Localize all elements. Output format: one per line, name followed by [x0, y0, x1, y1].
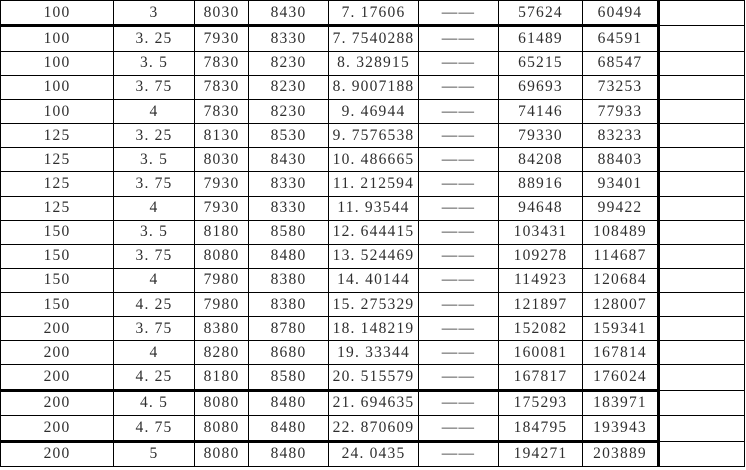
table-cell[interactable]: 15. 275329 [329, 293, 419, 317]
table-cell[interactable]: 114923 [499, 268, 583, 292]
table-cell[interactable]: 11. 93544 [329, 196, 419, 220]
table-cell[interactable]: 84208 [499, 148, 583, 172]
table-cell[interactable]: 4 [114, 100, 195, 124]
table-row [1, 1, 745, 26]
table-row [1, 172, 745, 196]
table-cell[interactable]: 175293 [499, 390, 583, 415]
table-cell[interactable]: 7930 [195, 26, 249, 51]
table-cell[interactable]: 4. 5 [114, 390, 195, 415]
table-cell[interactable]: 13. 524469 [329, 244, 419, 268]
table-cell[interactable]: 100 [1, 26, 114, 51]
table-cell[interactable]: 3. 5 [114, 220, 195, 244]
table-cell[interactable]: 69693 [499, 75, 583, 99]
table-row [1, 51, 745, 75]
table-cell[interactable]: 100 [1, 1, 114, 26]
table-cell[interactable]: 8780 [249, 317, 329, 341]
table-cell[interactable]: 11. 212594 [329, 172, 419, 196]
table-cell[interactable]: 3. 75 [114, 172, 195, 196]
table-cell[interactable]: 167814 [583, 341, 659, 365]
table-cell-empty[interactable] [659, 244, 745, 268]
table-cell-empty[interactable] [659, 317, 745, 341]
table-cell-empty[interactable] [659, 390, 745, 415]
table-cell[interactable]: 200 [1, 390, 114, 415]
table-cell-empty[interactable] [659, 441, 745, 466]
table-cell[interactable]: 114687 [583, 244, 659, 268]
table-cell[interactable]: 94648 [499, 196, 583, 220]
table-cell-empty[interactable] [659, 26, 745, 51]
table-cell[interactable]: 8430 [249, 148, 329, 172]
table-cell[interactable]: 14. 40144 [329, 268, 419, 292]
table-row [1, 416, 745, 441]
table-cell[interactable]: —— [419, 148, 499, 172]
table-cell[interactable]: 3. 75 [114, 244, 195, 268]
table-cell[interactable]: 160081 [499, 341, 583, 365]
table-cell[interactable]: 125 [1, 172, 114, 196]
table-cell-empty[interactable] [659, 196, 745, 220]
table-cell-empty[interactable] [659, 220, 745, 244]
table-cell[interactable]: 200 [1, 416, 114, 441]
table-cell[interactable]: 194271 [499, 441, 583, 466]
table-cell[interactable]: —— [419, 124, 499, 148]
table-cell-empty[interactable] [659, 124, 745, 148]
table-cell[interactable]: 22. 870609 [329, 416, 419, 441]
table-row [1, 365, 745, 390]
table-row [1, 268, 745, 292]
table-row [1, 317, 745, 341]
table-cell[interactable]: 61489 [499, 26, 583, 51]
table-cell[interactable]: —— [419, 341, 499, 365]
table-cell[interactable]: 9. 46944 [329, 100, 419, 124]
table-cell[interactable]: 68547 [583, 51, 659, 75]
table-cell[interactable]: —— [419, 441, 499, 466]
table-cell[interactable]: 100 [1, 75, 114, 99]
table-cell[interactable]: 8480 [249, 390, 329, 415]
table-cell[interactable]: 200 [1, 365, 114, 390]
table-cell[interactable]: 8080 [195, 244, 249, 268]
table-cell[interactable]: 8. 9007188 [329, 75, 419, 99]
table-cell[interactable]: 150 [1, 244, 114, 268]
table-row [1, 124, 745, 148]
table-cell-empty[interactable] [659, 1, 745, 26]
table-cell-empty[interactable] [659, 75, 745, 99]
table-row [1, 220, 745, 244]
table-cell[interactable]: —— [419, 268, 499, 292]
table-cell[interactable]: 88916 [499, 172, 583, 196]
table-cell[interactable]: —— [419, 26, 499, 51]
table-cell[interactable]: 83233 [583, 124, 659, 148]
table-cell[interactable]: 12. 644415 [329, 220, 419, 244]
table-cell[interactable]: 121897 [499, 293, 583, 317]
table-cell[interactable]: 60494 [583, 1, 659, 26]
table-cell[interactable]: 8580 [249, 365, 329, 390]
table-cell[interactable]: 7930 [195, 172, 249, 196]
table-row [1, 390, 745, 415]
table-cell[interactable]: —— [419, 416, 499, 441]
table-cell[interactable]: 103431 [499, 220, 583, 244]
table-cell[interactable]: 150 [1, 220, 114, 244]
table-cell[interactable]: 64591 [583, 26, 659, 51]
table-cell[interactable]: 8080 [195, 390, 249, 415]
table-cell[interactable]: 3 [114, 1, 195, 26]
table-cell[interactable]: 93401 [583, 172, 659, 196]
table-cell[interactable]: 20. 515579 [329, 365, 419, 390]
table-cell[interactable]: 120684 [583, 268, 659, 292]
table-cell[interactable]: 8280 [195, 341, 249, 365]
table-cell[interactable]: 8130 [195, 124, 249, 148]
table-cell[interactable]: 8380 [249, 268, 329, 292]
table-cell[interactable]: 8530 [249, 124, 329, 148]
table-cell[interactable]: 176024 [583, 365, 659, 390]
table-cell[interactable]: 57624 [499, 1, 583, 26]
table-cell[interactable]: 8580 [249, 220, 329, 244]
table-cell[interactable]: 159341 [583, 317, 659, 341]
table-cell[interactable]: —— [419, 172, 499, 196]
table-cell[interactable]: 8330 [249, 26, 329, 51]
table-cell[interactable]: 8330 [249, 172, 329, 196]
table-row [1, 26, 745, 51]
table-cell[interactable]: —— [419, 365, 499, 390]
table-cell[interactable]: 7. 7540288 [329, 26, 419, 51]
table-cell[interactable]: 7830 [195, 75, 249, 99]
table-row [1, 244, 745, 268]
data-table-body [1, 1, 745, 467]
table-cell[interactable]: 3. 25 [114, 124, 195, 148]
table-cell[interactable]: 4. 75 [114, 416, 195, 441]
table-cell[interactable]: 193943 [583, 416, 659, 441]
table-cell-empty[interactable] [659, 268, 745, 292]
table-cell[interactable]: —— [419, 100, 499, 124]
table-cell[interactable]: 3. 75 [114, 317, 195, 341]
table-cell[interactable]: 8230 [249, 100, 329, 124]
table-cell[interactable]: 65215 [499, 51, 583, 75]
table-cell-empty[interactable] [659, 293, 745, 317]
table-cell[interactable]: 4 [114, 196, 195, 220]
table-cell-empty[interactable] [659, 100, 745, 124]
table-cell[interactable]: 24. 0435 [329, 441, 419, 466]
table-cell[interactable]: 7980 [195, 293, 249, 317]
table-cell[interactable]: 109278 [499, 244, 583, 268]
table-cell[interactable]: 10. 486665 [329, 148, 419, 172]
table-cell[interactable]: 99422 [583, 196, 659, 220]
table-cell[interactable]: 7830 [195, 100, 249, 124]
table-cell[interactable]: —— [419, 51, 499, 75]
table-cell[interactable]: 8180 [195, 365, 249, 390]
table-cell[interactable]: 7. 17606 [329, 1, 419, 26]
table-cell[interactable]: 100 [1, 100, 114, 124]
table-cell[interactable]: 9. 7576538 [329, 124, 419, 148]
table-cell[interactable]: 150 [1, 293, 114, 317]
table-cell[interactable]: 150 [1, 268, 114, 292]
table-cell[interactable]: 8480 [249, 416, 329, 441]
table-row [1, 75, 745, 99]
table-cell[interactable]: 7830 [195, 51, 249, 75]
table-cell[interactable]: 8380 [249, 293, 329, 317]
table-cell[interactable]: 125 [1, 124, 114, 148]
table-cell[interactable]: 8480 [249, 441, 329, 466]
table-cell-empty[interactable] [659, 148, 745, 172]
table-cell[interactable]: 5 [114, 441, 195, 466]
table-cell[interactable]: —— [419, 317, 499, 341]
table-cell[interactable]: 8180 [195, 220, 249, 244]
table-cell[interactable]: 19. 33344 [329, 341, 419, 365]
table-cell[interactable]: 167817 [499, 365, 583, 390]
table-row [1, 148, 745, 172]
table-cell[interactable]: —— [419, 196, 499, 220]
table-cell-empty[interactable] [659, 341, 745, 365]
table-row [1, 441, 745, 466]
table-cell[interactable]: 8. 328915 [329, 51, 419, 75]
table-cell[interactable]: 8080 [195, 416, 249, 441]
table-cell[interactable]: —— [419, 244, 499, 268]
table-cell[interactable]: 125 [1, 148, 114, 172]
table-cell[interactable]: 79330 [499, 124, 583, 148]
table-cell[interactable]: 184795 [499, 416, 583, 441]
table-cell[interactable]: —— [419, 75, 499, 99]
table-cell-empty[interactable] [659, 172, 745, 196]
table-cell[interactable]: 7980 [195, 268, 249, 292]
table-cell-empty[interactable] [659, 365, 745, 390]
table-cell[interactable]: 3. 5 [114, 148, 195, 172]
table-cell-empty[interactable] [659, 416, 745, 441]
table-cell[interactable]: 200 [1, 317, 114, 341]
table-cell[interactable]: 128007 [583, 293, 659, 317]
table-cell[interactable]: 200 [1, 341, 114, 365]
table-row [1, 293, 745, 317]
table-cell[interactable]: 8680 [249, 341, 329, 365]
table-cell-empty[interactable] [659, 51, 745, 75]
table-cell[interactable]: 4. 25 [114, 293, 195, 317]
table-cell[interactable]: 8380 [195, 317, 249, 341]
table-cell[interactable]: 18. 148219 [329, 317, 419, 341]
table-cell[interactable]: —— [419, 293, 499, 317]
table-cell[interactable]: 8430 [249, 1, 329, 26]
table-cell[interactable]: 8080 [195, 441, 249, 466]
table-cell[interactable]: 8030 [195, 148, 249, 172]
table-cell[interactable]: 8480 [249, 244, 329, 268]
table-cell[interactable]: 8030 [195, 1, 249, 26]
table-row [1, 196, 745, 220]
table-cell[interactable]: 100 [1, 51, 114, 75]
table-cell[interactable]: 3. 75 [114, 75, 195, 99]
table-cell[interactable]: 4 [114, 341, 195, 365]
table-cell[interactable]: 21. 694635 [329, 390, 419, 415]
table-row [1, 100, 745, 124]
table-cell[interactable]: 183971 [583, 390, 659, 415]
table-cell[interactable]: —— [419, 390, 499, 415]
table-cell[interactable]: 203889 [583, 441, 659, 466]
table-cell[interactable]: 4 [114, 268, 195, 292]
table-cell[interactable]: 3. 5 [114, 51, 195, 75]
table-cell[interactable]: 8330 [249, 196, 329, 220]
table-cell[interactable]: 200 [1, 441, 114, 466]
table-cell[interactable]: 3. 25 [114, 26, 195, 51]
table-cell[interactable]: 77933 [583, 100, 659, 124]
table-cell[interactable]: 108489 [583, 220, 659, 244]
table-cell[interactable]: 125 [1, 196, 114, 220]
table-cell[interactable]: 4. 25 [114, 365, 195, 390]
table-cell[interactable]: 8230 [249, 51, 329, 75]
table-cell[interactable]: 88403 [583, 148, 659, 172]
table-cell[interactable]: 73253 [583, 75, 659, 99]
table-cell[interactable]: 152082 [499, 317, 583, 341]
table-cell[interactable]: 8230 [249, 75, 329, 99]
table-cell[interactable]: —— [419, 1, 499, 26]
table-cell[interactable]: 74146 [499, 100, 583, 124]
table-row [1, 341, 745, 365]
table-cell[interactable]: —— [419, 220, 499, 244]
table-cell[interactable]: 7930 [195, 196, 249, 220]
